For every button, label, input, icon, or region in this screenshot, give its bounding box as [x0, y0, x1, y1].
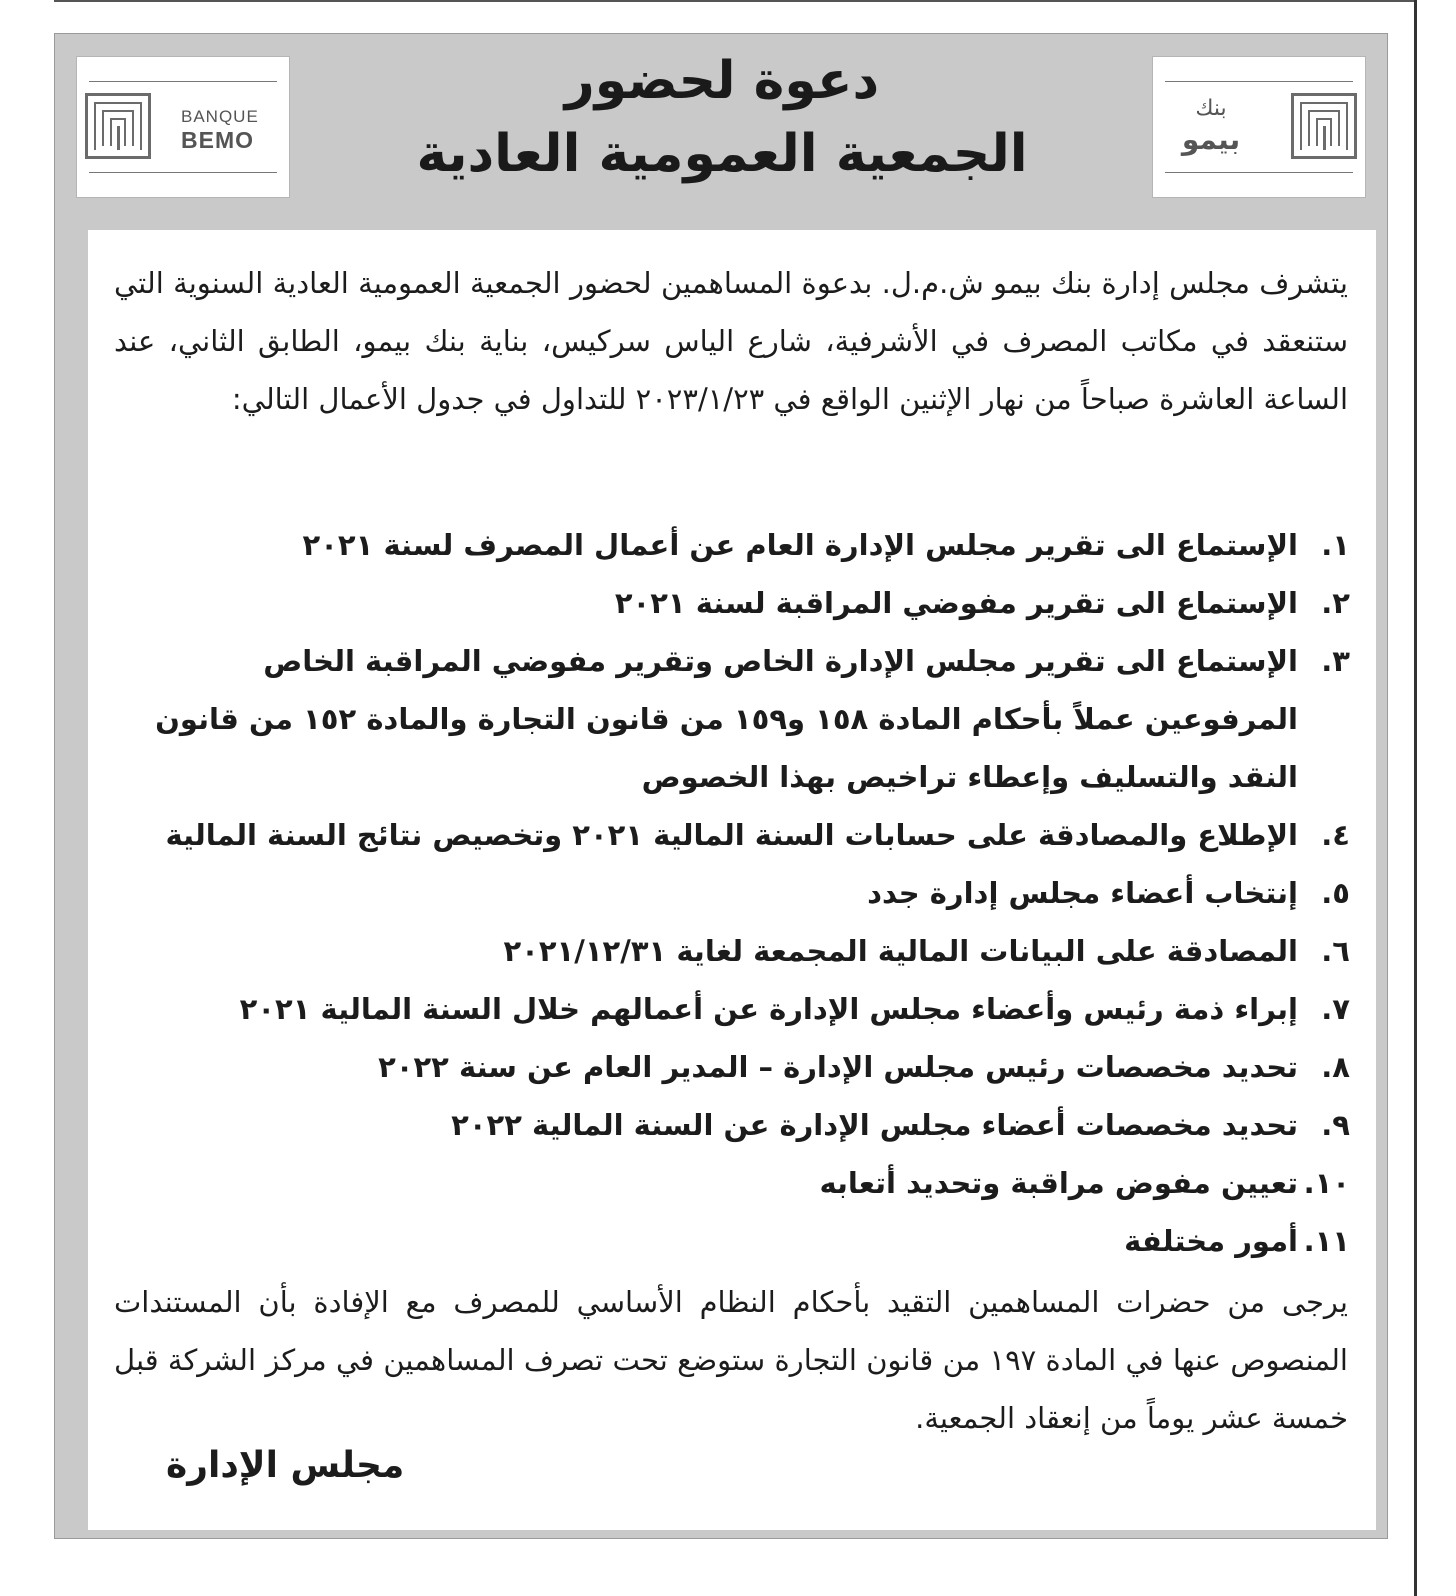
bemo-logo-icon	[1291, 93, 1357, 159]
agenda-text: تحديد مخصصات أعضاء مجلس الإدارة عن السنة المالية ٢٠٢٢	[451, 1108, 1298, 1142]
agenda-text: تعيين مفوض مراقبة وتحديد أتعابه	[819, 1166, 1298, 1200]
logo-rule	[1165, 172, 1353, 173]
agenda-number: ٣.	[1321, 644, 1350, 678]
logo-arabic-line1: بنك	[1195, 96, 1227, 121]
agenda-text: الإستماع الى تقرير مجلس الإدارة الخاص وتقرير مفوضي المراقبة الخاص المرفوعين عملاً بأحكام المادة ١٥٨ و١٥٩ من قانون التجارة والمادة ١٥٢ من قانون النقد والتسليف وإعطاء تراخيص بهذا الخصوص	[155, 644, 1298, 794]
agenda-item	[112, 516, 1350, 574]
agenda-list	[112, 516, 1350, 1270]
notice-body	[88, 230, 1376, 1530]
logo-latin-text	[181, 107, 281, 153]
logo-arabic-line2: بيمو	[1181, 123, 1241, 156]
agenda-number: ١٠.	[1303, 1166, 1350, 1200]
logo-latin	[76, 56, 290, 198]
notice-panel	[54, 33, 1388, 1539]
top-rule	[54, 0, 1416, 2]
logo-latin-line1: BANQUE	[181, 107, 259, 126]
agenda-item	[112, 864, 1350, 922]
agenda-number: ٤.	[1321, 818, 1350, 852]
logo-rule	[89, 172, 277, 173]
notice-header	[55, 34, 1387, 230]
agenda-text: الإطلاع والمصادقة على حسابات السنة المالية ٢٠٢١ وتخصيص نتائج السنة المالية	[165, 818, 1298, 852]
agenda-number: ١.	[1321, 528, 1350, 562]
intro-paragraph: يتشرف مجلس إدارة بنك بيمو ش.م.ل. بدعوة المساهمين لحضور الجمعية العمومية العادية السنوية التي ستنعقد في مكاتب المصرف في الأشرفية، شارع الياس سركيس، بناية بنك بيمو، الطابق الثاني، عند الساعة العاشرة صباحاً من نهار الإثنين الواقع في ٢٠٢٣/١/٢٣ للتداول في جدول الأعمال التالي:	[114, 266, 1348, 416]
title-line1: دعوة لحضور	[564, 51, 880, 111]
logo-arabic-text	[1163, 95, 1259, 157]
agenda-text: تحديد مخصصات رئيس مجلس الإدارة – المدير العام عن سنة ٢٠٢٢	[378, 1050, 1298, 1084]
agenda-text: الإستماع الى تقرير مجلس الإدارة العام عن أعمال المصرف لسنة ٢٠٢١	[302, 528, 1298, 562]
signature: مجلس الإدارة	[166, 1445, 405, 1486]
agenda-text: أمور مختلفة	[1124, 1224, 1298, 1258]
agenda-item	[112, 1212, 1350, 1270]
agenda-number: ٧.	[1321, 992, 1350, 1026]
agenda-text: إنتخاب أعضاء مجلس إدارة جدد	[867, 876, 1298, 910]
agenda-item	[112, 632, 1350, 806]
agenda-item	[112, 1154, 1350, 1212]
closing-paragraph: يرجى من حضرات المساهمين التقيد بأحكام النظام الأساسي للمصرف مع الإفادة بأن المستندات المنصوص عنها في المادة ١٩٧ من قانون التجارة ستوضع تحت تصرف المساهمين في مركز الشركة قبل خمسة عشر يوماً من إنعقاد الجمعية.	[114, 1285, 1348, 1435]
logo-rule	[1165, 81, 1353, 82]
logo-latin-line2: BEMO	[181, 127, 254, 153]
agenda-text: الإستماع الى تقرير مفوضي المراقبة لسنة ٢٠٢١	[614, 586, 1298, 620]
agenda-item	[112, 806, 1350, 864]
agenda-text: إبراء ذمة رئيس وأعضاء مجلس الإدارة عن أعمالهم خلال السنة المالية ٢٠٢١	[239, 992, 1298, 1026]
agenda-number: ٨.	[1321, 1050, 1350, 1084]
agenda-item	[112, 980, 1350, 1038]
agenda-text: المصادقة على البيانات المالية المجمعة لغاية ٢٠٢١/١٢/٣١	[503, 934, 1298, 968]
agenda-number: ٦.	[1321, 934, 1350, 968]
logo-arabic	[1152, 56, 1366, 198]
agenda-number: ٥.	[1321, 876, 1350, 910]
agenda-number: ٩.	[1321, 1108, 1350, 1142]
column-rule	[1414, 0, 1417, 1596]
bemo-logo-icon	[85, 93, 151, 159]
agenda-number: ٢.	[1321, 586, 1350, 620]
agenda-number: ١١.	[1303, 1224, 1350, 1258]
logo-rule	[89, 81, 277, 82]
agenda-item	[112, 922, 1350, 980]
agenda-item	[112, 1096, 1350, 1154]
title-line2: الجمعية العمومية العادية	[416, 124, 1028, 184]
agenda-item	[112, 1038, 1350, 1096]
agenda-item	[112, 574, 1350, 632]
page-title	[315, 46, 1129, 192]
